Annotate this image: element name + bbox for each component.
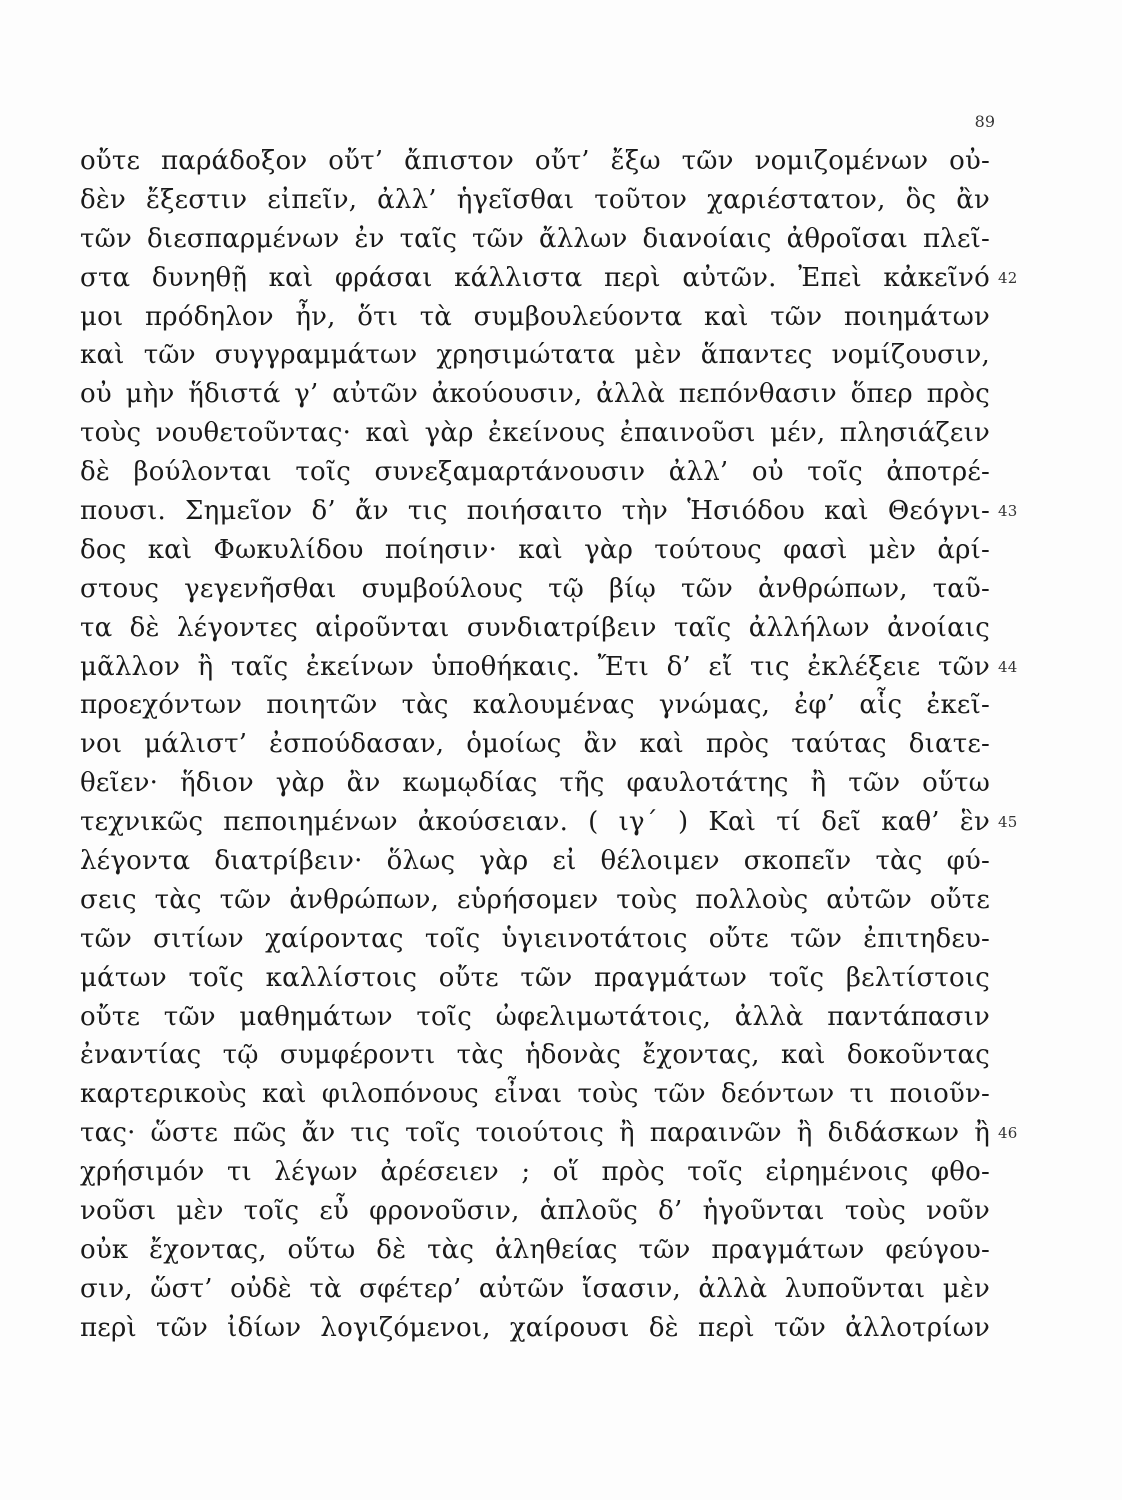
text-line	[80, 803, 1018, 842]
text-line-content: στους γεγενῆσθαι συμβούλους τῷ βίῳ τῶν ἀνθρώπων, ταῦ-	[80, 573, 990, 604]
text-line-content: σιν, ὥστ’ οὐδὲ τὰ σφέτερ’ αὐτῶν ἴσασιν, ἀλλὰ λυποῦνται μὲν	[80, 1273, 990, 1304]
text-line	[80, 686, 990, 725]
text-line-content: στα δυνηθῇ καὶ φράσαι κάλλιστα περὶ αὐτῶν. Ἐπεὶ κἀκεῖνό	[80, 262, 990, 293]
text-line	[80, 609, 990, 648]
text-line-content: προεχόντων ποιητῶν τὰς καλουμένας γνώμας, ἐφ’ αἷς ἐκεῖ-	[80, 690, 990, 721]
text-line-content: τα δὲ λέγοντες αἱροῦνται συνδιατρίβειν ταῖς ἀλλήλων ἀνοίαις	[80, 612, 990, 643]
text-line-content: τεχνικῶς πεποιημένων ἀκούσειαν. ( ιγ΄ ) Καὶ τί δεῖ καθ’ ἓν	[80, 807, 990, 838]
text-line-content: καὶ τῶν συγγραμμάτων χρησιμώτατα μὲν ἅπαντες νομίζουσιν,	[80, 340, 990, 371]
text-line	[80, 959, 990, 998]
text-line	[80, 414, 990, 453]
text-line-content: οὔτε παράδοξον οὔτ’ ἄπιστον οὔτ’ ἔξω τῶν νομιζομένων οὐ-	[80, 146, 990, 176]
text-line-content: μοι πρόδηλον ἦν, ὅτι τὰ συμβουλεύοντα καὶ τῶν ποιημάτων	[80, 301, 990, 332]
text-line-content: σεις τὰς τῶν ἀνθρώπων, εὑρήσομεν τοὺς πολλοὺς αὐτῶν οὔτε	[80, 884, 990, 915]
text-line	[80, 298, 990, 337]
text-line	[80, 1036, 990, 1075]
margin-section-number: 44	[998, 657, 1018, 676]
text-line	[80, 1153, 990, 1192]
margin-section-number: 45	[998, 813, 1018, 832]
text-line	[80, 531, 990, 570]
text-line	[80, 648, 1018, 687]
text-line-content: οὐ μὴν ἥδιστά γ’ αὐτῶν ἀκούουσιν, ἀλλὰ πεπόνθασιν ὅπερ πρὸς	[80, 379, 990, 410]
margin-section-number: 46	[998, 1124, 1018, 1143]
text-line	[80, 1192, 990, 1231]
text-line-content: ἐναντίας τῷ συμφέροντι τὰς ἡδονὰς ἔχοντας, καὶ δοκοῦντας	[80, 1040, 990, 1071]
text-line-content: νοῦσι μὲν τοῖς εὖ φρονοῦσιν, ἁπλοῦς δ’ ἡγοῦνται τοὺς νοῦν	[80, 1196, 990, 1227]
text-line	[80, 259, 1018, 298]
text-line	[80, 453, 990, 492]
text-line	[80, 1309, 990, 1348]
text-line	[80, 998, 990, 1037]
text-line	[80, 842, 990, 881]
text-line-content: χρήσιμόν τι λέγων ἀρέσειεν ; οἵ πρὸς τοῖς εἰρημένοις φθο-	[80, 1157, 990, 1188]
text-line-content: οὐκ ἔχοντας, οὕτω δὲ τὰς ἀληθείας τῶν πραγμάτων φεύγου-	[80, 1234, 990, 1265]
text-line-content: τῶν διεσπαρμένων ἐν ταῖς τῶν ἄλλων διανοίαις ἀθροῖσαι πλεῖ-	[80, 223, 990, 254]
text-line-content: δος καὶ Φωκυλίδου ποίησιν· καὶ γὰρ τούτους φασὶ μὲν ἀρί-	[80, 534, 990, 565]
text-line	[80, 570, 990, 609]
text-line	[80, 920, 990, 959]
text-line	[80, 492, 1018, 531]
text-line-content: καρτερικοὺς καὶ φιλοπόνους εἶναι τοὺς τῶν δεόντων τι ποιοῦν-	[80, 1079, 990, 1110]
text-line-content: οὔτε τῶν μαθημάτων τοῖς ὠφελιμωτάτοις, ἀλλὰ παντάπασιν	[80, 1001, 990, 1032]
text-line-content: νοι μάλιστ’ ἐσπούδασαν, ὁμοίως ἂν καὶ πρὸς ταύτας διατε-	[80, 729, 990, 760]
text-line-content: τοὺς νουθετοῦντας· καὶ γὰρ ἐκείνους ἐπαινοῦσι μέν, πλησιάζειν	[80, 418, 990, 449]
text-line	[80, 1231, 990, 1270]
text-line-content: λέγοντα διατρίβειν· ὅλως γὰρ εἰ θέλοιμεν σκοπεῖν τὰς φύ-	[80, 846, 990, 877]
text-line-content: περὶ τῶν ἰδίων λογιζόμενοι, χαίρουσι δὲ περὶ τῶν ἀλλοτρίων	[80, 1312, 990, 1343]
text-line	[80, 764, 990, 803]
text-line	[80, 725, 990, 764]
text-line	[80, 181, 990, 220]
text-line	[80, 881, 990, 920]
text-line-content: θεῖεν· ἥδιον γὰρ ἂν κωμῳδίας τῆς φαυλοτάτης ἢ τῶν οὕτω	[80, 768, 990, 799]
greek-text-body	[80, 142, 1018, 1348]
text-line	[80, 142, 990, 181]
text-line-content: πουσι. Σημεῖον δ’ ἄν τις ποιήσαιτο τὴν Ἡσιόδου καὶ Θεόγνι-	[80, 496, 990, 527]
text-line-content: δὲ βούλονται τοῖς συνεξαμαρτάνουσιν ἀλλ’ οὐ τοῖς ἀποτρέ-	[80, 457, 990, 488]
margin-section-number: 42	[998, 268, 1018, 287]
text-line-content: μάτων τοῖς καλλίστοις οὔτε τῶν πραγμάτων τοῖς βελτίστοις	[80, 962, 990, 993]
text-line-content: δὲν ἔξεστιν εἰπεῖν, ἀλλ’ ἡγεῖσθαι τοῦτον χαριέστατον, ὃς ἂν	[80, 184, 990, 215]
text-line-content: τας· ὥστε πῶς ἄν τις τοῖς τοιούτοις ἢ παραινῶν ἢ διδάσκων ἢ	[80, 1118, 990, 1149]
text-line	[80, 220, 990, 259]
text-line-content: τῶν σιτίων χαίροντας τοῖς ὑγιεινοτάτοις οὔτε τῶν ἐπιτηδευ-	[80, 923, 990, 954]
text-line	[80, 336, 990, 375]
text-line	[80, 1270, 990, 1309]
text-line	[80, 1075, 990, 1114]
text-line	[80, 375, 990, 414]
text-line-content: μᾶλλον ἢ ταῖς ἐκείνων ὑποθήκαις. Ἔτι δ’ εἴ τις ἐκλέξειε τῶν	[80, 651, 990, 682]
text-line	[80, 1114, 1018, 1153]
margin-section-number: 43	[998, 502, 1018, 521]
page-number: 89	[974, 112, 995, 131]
